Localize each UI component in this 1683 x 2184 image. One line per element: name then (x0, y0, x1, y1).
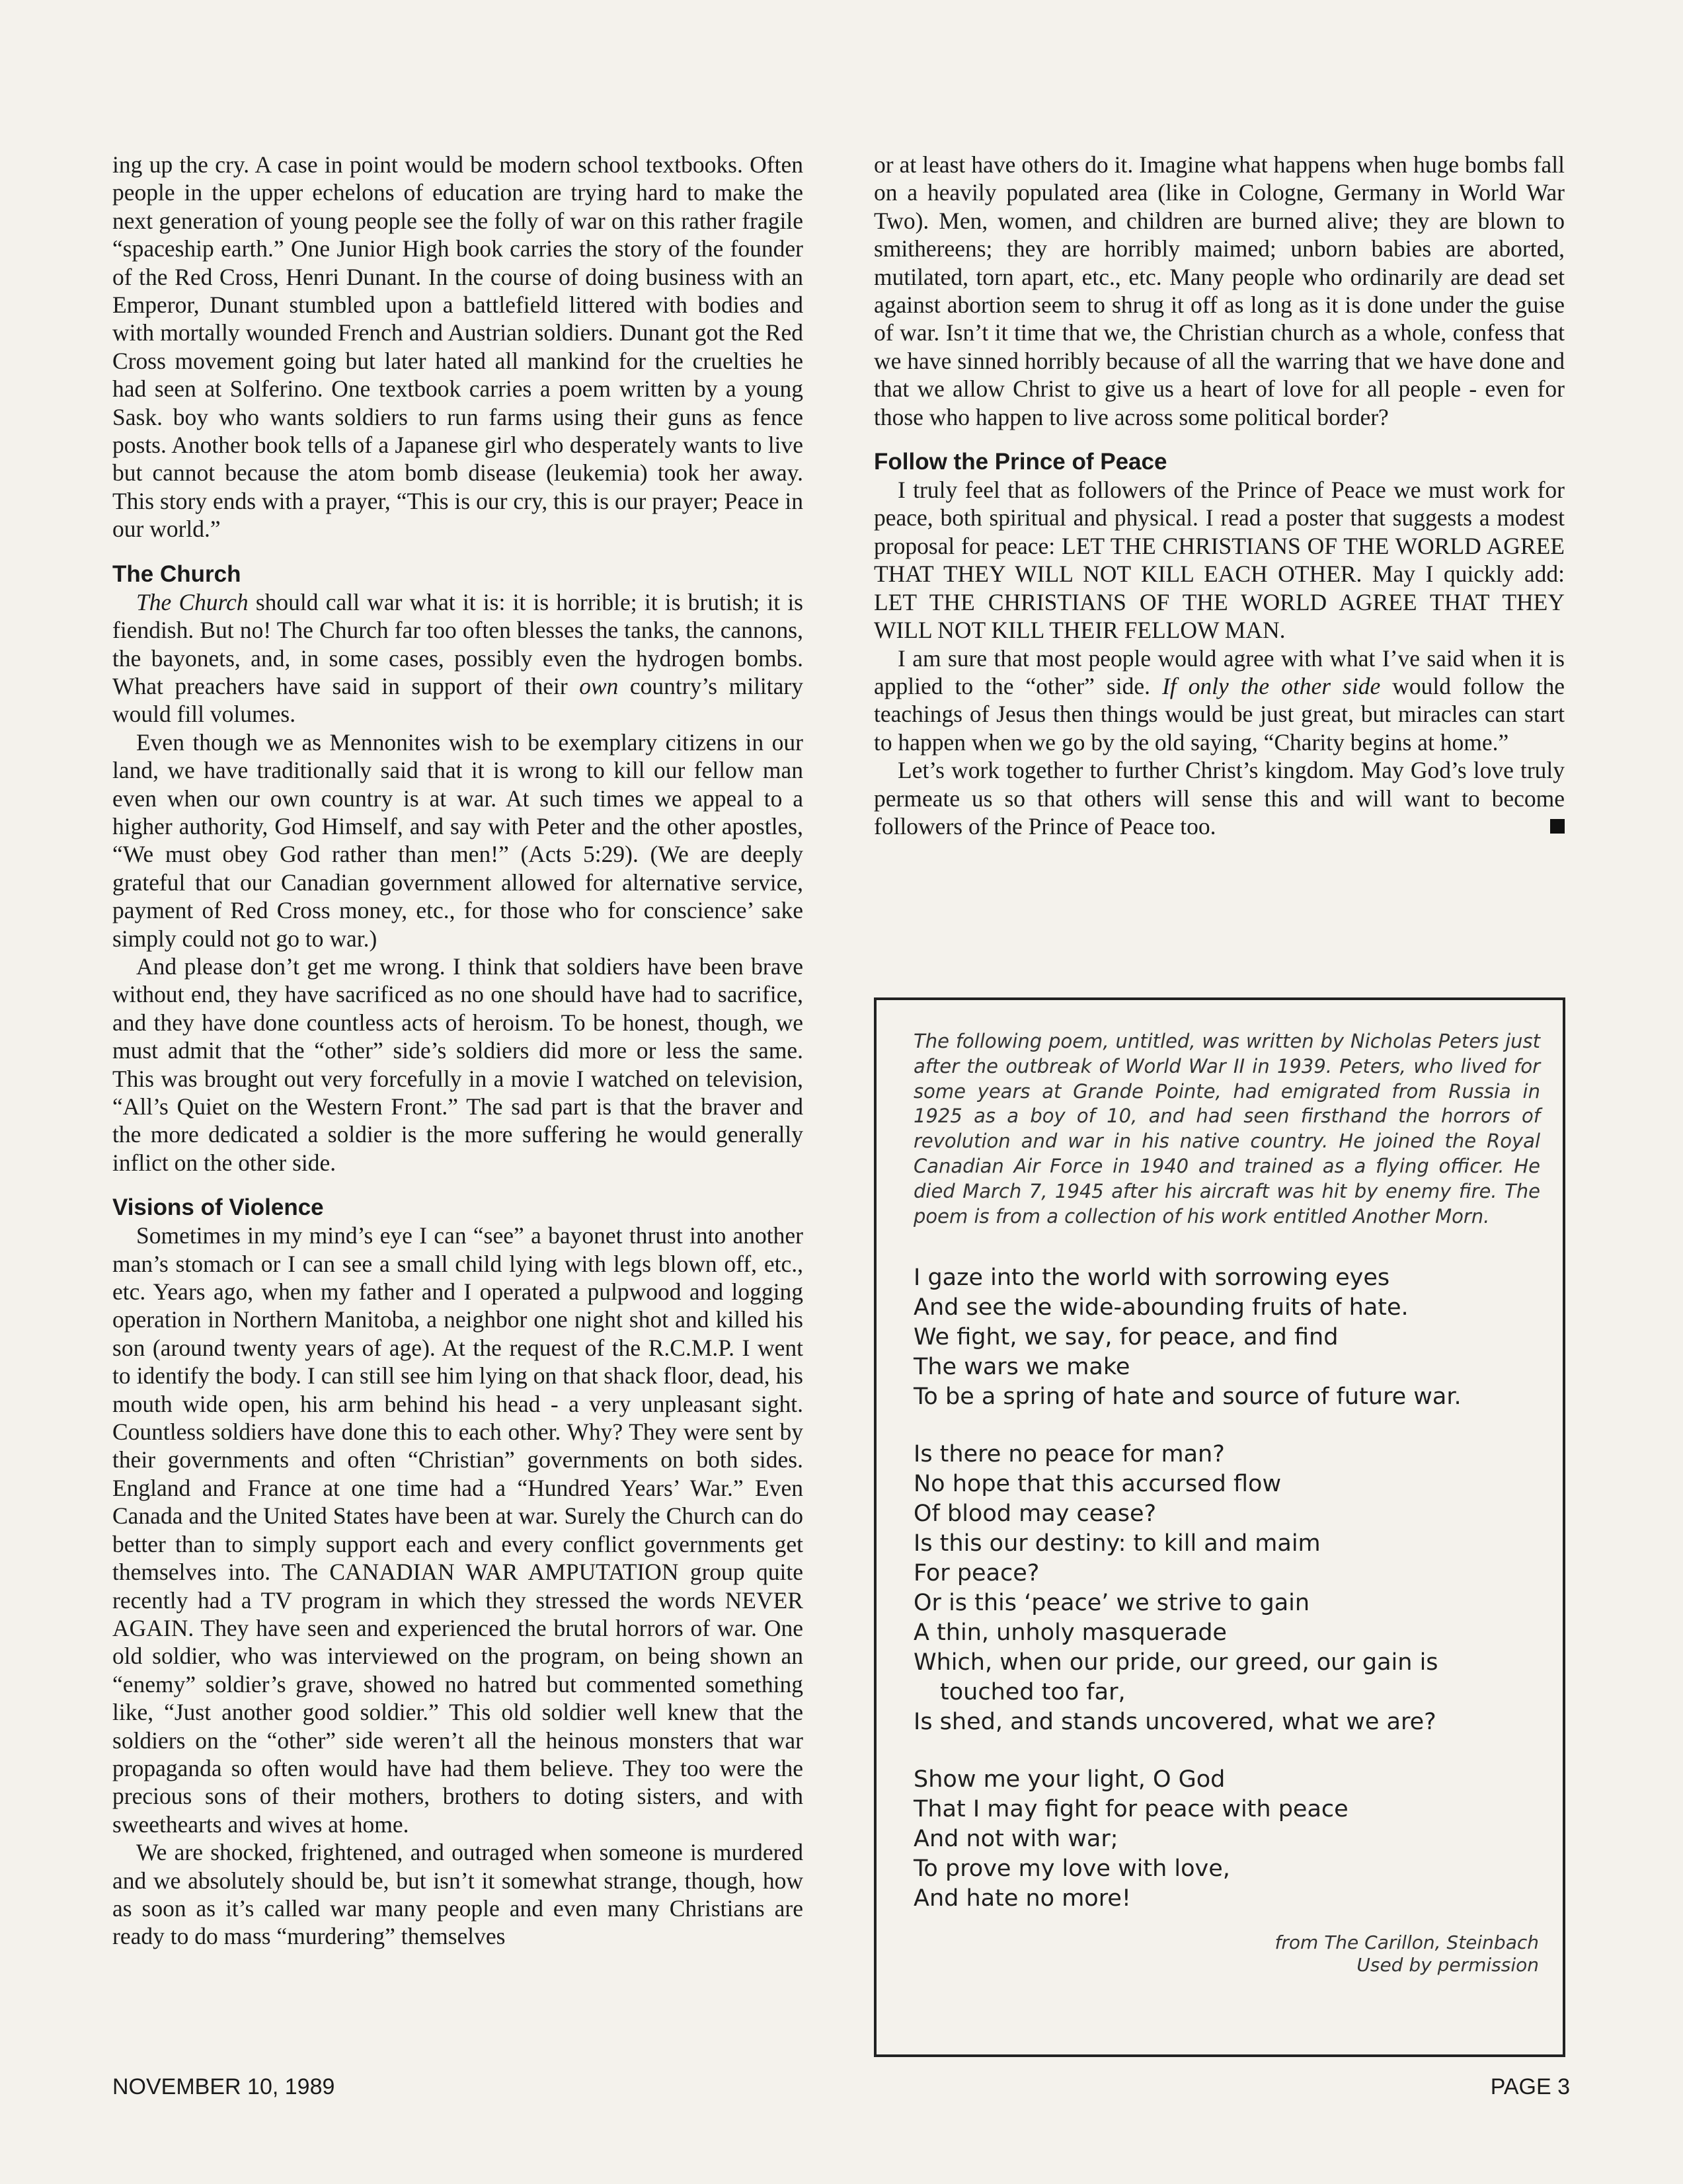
poem-line: And see the wide-abounding fruits of hate. (914, 1294, 1409, 1321)
right-column (874, 151, 1565, 840)
paragraph-shocked: We are shocked, frightened, and outraged when someone is murdered and we absolutely should be, but isn’t it somewhat strange, though, how as soon as it’s called war many people and even many Christians are ready to do mass “murdering” themselves (112, 1839, 803, 1950)
paragraph-truly-feel: I truly feel that as followers of the Prince of Peace we must work for peace, both spiritual and physical. I read a poster that suggests a modest proposal for peace: LET THE CHRISTIANS OF THE WORLD AGREE THAT THEY WILL NOT KILL EACH OTHER. May I quickly add: LET THE CHRISTIANS OF THE WORLD AGREE THAT THEY WILL NOT KILL THEIR FELLOW MAN. (874, 477, 1565, 644)
poem-line: And hate no more! (914, 1885, 1131, 1912)
stanza-3 (914, 1765, 1540, 1914)
credit-permission: Used by permission (1356, 1954, 1539, 1976)
own-italic: own (579, 672, 619, 699)
poem-credit (1275, 1931, 1539, 1976)
church-italic: The Church (136, 588, 249, 615)
poem-line: I gaze into the world with sorrowing eyes (914, 1265, 1390, 1292)
paragraph-textbooks: ing up the cry. A case in point would be modern school textbooks. Often people in the upper echelons of education are trying hard to make the next generation of young people see the folly of war on this rather fragile “spaceship earth.” One Junior High book carries the story of the founder of the Red Cross, Henri Dunant. In the course of doing business with an Emperor, Dunant stumbled upon a battlefield littered with bodies and with mortally wounded French and Austrian soldiers. Dunant got the Red Cross movement going but later hated all mankind for the cruelties he had seen at Solferino. One textbook carries a poem written by a young Sask. boy who wants soldiers to run farms using their guns as fence posts. Another book tells of a Japanese girl who desperately wants to live but cannot because the atom bomb disease (leukemia) took her away. This story ends with a prayer, “This is our cry, this is our prayer; Peace in our world.” (112, 151, 803, 543)
paragraph-church-call-war (112, 588, 803, 728)
church-text-a: should call war what it is: it is horrible; it is brutish; it is fiendish. But no! The Church far too often blesses the tanks, the cannons, the bayonets, and, in some cases, possibly even the hydrogen bombs. What preachers have said in support of their (112, 588, 803, 699)
poem-line: touched too far, (940, 1679, 1126, 1706)
church-text-b: country’s military would fill volumes. (112, 672, 803, 728)
if-only-italic: If only the other side (1161, 672, 1381, 699)
poem-line: We fight, we say, for peace, and find (914, 1324, 1339, 1351)
footer-date: NOVEMBER 10, 1989 (112, 2074, 335, 2099)
stanza-2 (914, 1440, 1540, 1737)
credit-from: from The Carillon, (1274, 1931, 1447, 1953)
other-side-text-a: I am sure that most people would agree with what I’ve said when it is applied to the “other” side. (874, 644, 1565, 699)
poem-line: And not with war; (914, 1826, 1118, 1853)
credit-source (1275, 1931, 1539, 1954)
work-together-text: Let’s work together to further Christ’s kingdom. May God’s love truly permeate us so that others will sense this and will want to become followers of the Prince of Peace too. (874, 757, 1565, 839)
paragraph-work-together (874, 756, 1565, 840)
paragraph-minds-eye: Sometimes in my mind’s eye I can “see” a bayonet thrust into another man’s stomach or I can see a small child lying with legs blown off, etc., etc. Years ago, when my father and I operated a pulpwood and logging operation in Northern Manitoba, a neighbor one night shot and killed his son (around twenty years of age). At the request of the R.C.M.P. I went to identify the body. I can still see him lying on that shack floor, dead, his mouth wide open, his arm behind his head - a very unpleasant sight. Countless soldiers have done this to each other. Why? They were sent by their governments and often “Christian” governments on both sides. England and France at one time had a “Hundred Years’ War.” Even Canada and the United States have been at war. Surely the Church can do better than to simply support each and every conflict governments get themselves into. The CANADIAN WAR AMPUTATION group quite recently had a TV program in which they stressed the words NEVER AGAIN. They have seen and experienced the brutal horrors of war. One old soldier, who was interviewed on the program, on being shown an “enemy” soldier’s grave, showed no hatred but commented something like, “Just another good soldier.” This old soldier well knew that the soldiers on the “other” side weren’t all the heinous monsters that war propaganda so often would have had them believe. They too were the precious sons of their mothers, brothers to doting sisters, and with sweethearts and wives at home. (112, 1222, 803, 1838)
poem-intro: The following poem, untitled, was written by Nicholas Peters just after the outbreak of World War II in 1939. Peters, who lived for some years at Grande Pointe, had emigrated from Russia in 1925 as a boy of 10, and had seen firsthand the horrors of revolution and war in his native country. He joined the Royal Canadian Air Force in 1940 and trained as a flying officer. He died March 7, 1945 after his aircraft was hit by enemy fire. The poem is from a collection of his work entitled Another Morn. (914, 1030, 1540, 1228)
poem-line: No hope that this accursed flow (914, 1471, 1282, 1498)
paragraph-huge-bombs: or at least have others do it. Imagine what happens when huge bombs fall on a heavily populated area (like in Cologne, Germany in World War Two). Men, women, and children are burned alive; they are blown to smithereens; they are horribly maimed; unborn babies are aborted, mutilated, torn apart, etc., etc. Many people who ordinarily are dead set against abortion seem to shrug it off as long as it is done under the guise of war. Isn’t it time that we, the Christian church as a whole, confess that we have sinned horribly because of all the warring that we have done and that we allow Christ to give us a heart of love for all people - even for those who happen to live across some political border? (874, 151, 1565, 430)
poem-line: Is this our destiny: to kill and maim (914, 1530, 1321, 1557)
poem-line: That I may fight for peace with peace (914, 1796, 1349, 1823)
paragraph-mennonites: Even though we as Mennonites wish to be exemplary citizens in our land, we have traditionally said that it is wrong to kill our fellow man even when our own country is at war. At such times we appeal to a higher authority, God Himself, and say with Peter and the other apostles, “We must obey God rather than men!” (Acts 5:29). (We are deeply grateful that our Canadian government allowed for alternative service, payment of Red Cross money, etc., for those who for conscience’ sake simply could not go to war.) (112, 728, 803, 952)
poem-line: Of blood may cease? (914, 1501, 1157, 1528)
poem-line: The wars we make (914, 1354, 1130, 1381)
heading-the-church: The Church (112, 561, 241, 587)
poem-line: Show me your light, O God (914, 1766, 1226, 1793)
stanza-1 (914, 1263, 1540, 1412)
paragraph-other-side (874, 644, 1565, 757)
poem-line: Which, when our pride, our greed, our gain is (914, 1649, 1438, 1676)
poem-line: Is there no peace for man? (914, 1441, 1225, 1468)
left-column (112, 151, 803, 1951)
poem-line: A thin, unholy masquerade (914, 1619, 1227, 1647)
poem-line: To prove my love with love, (914, 1855, 1230, 1883)
poem-line: Or is this ‘peace’ we strive to gain (914, 1590, 1310, 1617)
footer-page-number: PAGE 3 (1490, 2074, 1570, 2099)
end-square-icon (1550, 819, 1565, 834)
other-side-text-b: would follow the teachings of Jesus then things would be just great, but miracles can start to happen when we go by the old saying, “Charity begins at home.” (874, 672, 1565, 756)
poem-line: For peace? (914, 1560, 1040, 1587)
heading-follow-prince-of-peace: Follow the Prince of Peace (874, 449, 1167, 475)
poem-box (874, 997, 1565, 2057)
poem-line: To be a spring of hate and source of future war. (914, 1384, 1462, 1411)
paragraph-soldiers-brave: And please don’t get me wrong. I think that soldiers have been brave without end, they have sacrificed as no one should have had to sacrifice, and they have done countless acts of heroism. To be honest, though, we must admit that the “other” side’s soldiers did more or less the same. This was brought out very forcefully in a movie I watched on television, “All’s Quiet on the Western Front.” The sad part is that the braver and the more dedicated a soldier is the more suffering he would generally inflict on the other side. (112, 953, 803, 1176)
poem-line: Is shed, and stands uncovered, what we are? (914, 1709, 1436, 1736)
heading-visions-of-violence: Visions of Violence (112, 1194, 324, 1221)
credit-place: Steinbach (1446, 1931, 1539, 1953)
